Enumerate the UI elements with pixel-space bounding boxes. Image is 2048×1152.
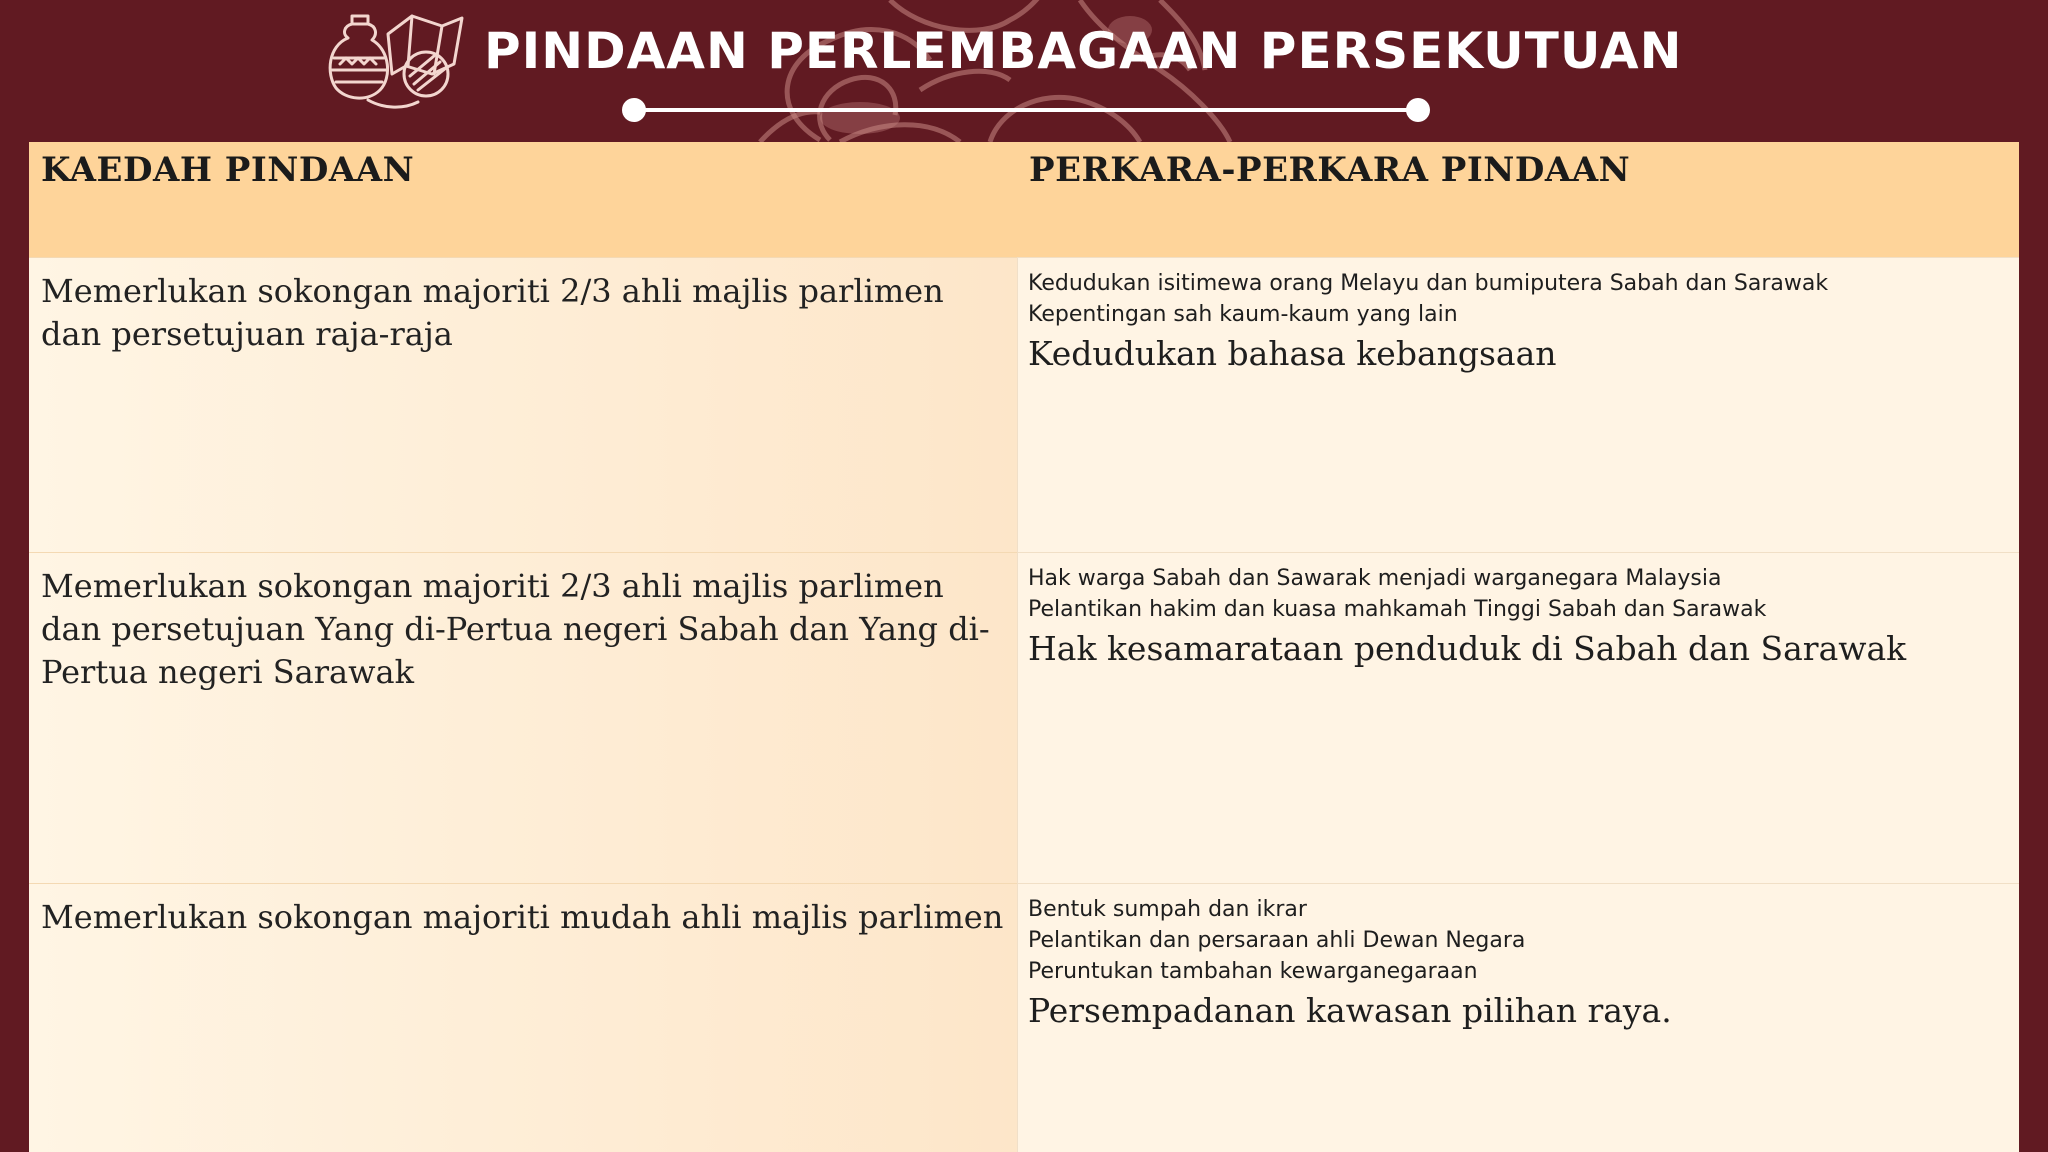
table-cell-matters bbox=[1017, 552, 2019, 883]
pottery-and-map-icon bbox=[322, 4, 472, 122]
header-label-matters: PERKARA-PERKARA PINDAAN bbox=[1029, 150, 1631, 190]
table-cell-matters bbox=[1017, 257, 2019, 552]
matter-item: Kedudukan isitimewa orang Melayu dan bumiputera Sabah dan Sarawak bbox=[1028, 271, 1829, 296]
matter-item-large: Persempadanan kawasan pilihan raya. bbox=[1028, 991, 1672, 1030]
title-divider bbox=[620, 96, 1432, 124]
matter-item-large: Kedudukan bahasa kebangsaan bbox=[1028, 334, 1557, 373]
table-cell-method bbox=[29, 552, 1017, 883]
amendment-table bbox=[29, 142, 2019, 1152]
matter-item: Hak warga Sabah dan Sawarak menjadi warganegara Malaysia bbox=[1028, 566, 1722, 591]
matter-item: Pelantikan dan persaraan ahli Dewan Negara bbox=[1028, 928, 1526, 953]
table-cell-matters bbox=[1017, 883, 2019, 1152]
table-header-right bbox=[1017, 142, 2019, 257]
matter-item: Bentuk sumpah dan ikrar bbox=[1028, 897, 1307, 922]
table-cell-method bbox=[29, 257, 1017, 552]
matter-item: Kepentingan sah kaum-kaum yang lain bbox=[1028, 302, 1458, 327]
method-text: Memerlukan sokongan majoriti 2/3 ahli majlis parlimen dan persetujuan Yang di-Pertua negeri Sabah dan Yang di-Pertua negeri Sarawak bbox=[41, 567, 990, 691]
matter-item: Pelantikan hakim dan kuasa mahkamah Tinggi Sabah dan Sarawak bbox=[1028, 597, 1767, 622]
matter-item: Peruntukan tambahan kewarganegaraan bbox=[1028, 959, 1478, 984]
matter-item-large: Hak kesamarataan penduduk di Sabah dan Sarawak bbox=[1028, 629, 1907, 668]
method-text: Memerlukan sokongan majoriti 2/3 ahli majlis parlimen dan persetujuan raja-raja bbox=[41, 272, 944, 353]
table-header-left bbox=[29, 142, 1017, 257]
page-header bbox=[0, 0, 2048, 142]
method-text: Memerlukan sokongan majoriti mudah ahli majlis parlimen bbox=[41, 898, 1004, 936]
table-cell-method bbox=[29, 883, 1017, 1152]
page-title: PINDAAN PERLEMBAGAAN PERSEKUTUAN bbox=[484, 22, 1683, 80]
header-label-method: KAEDAH PINDAAN bbox=[41, 150, 415, 190]
